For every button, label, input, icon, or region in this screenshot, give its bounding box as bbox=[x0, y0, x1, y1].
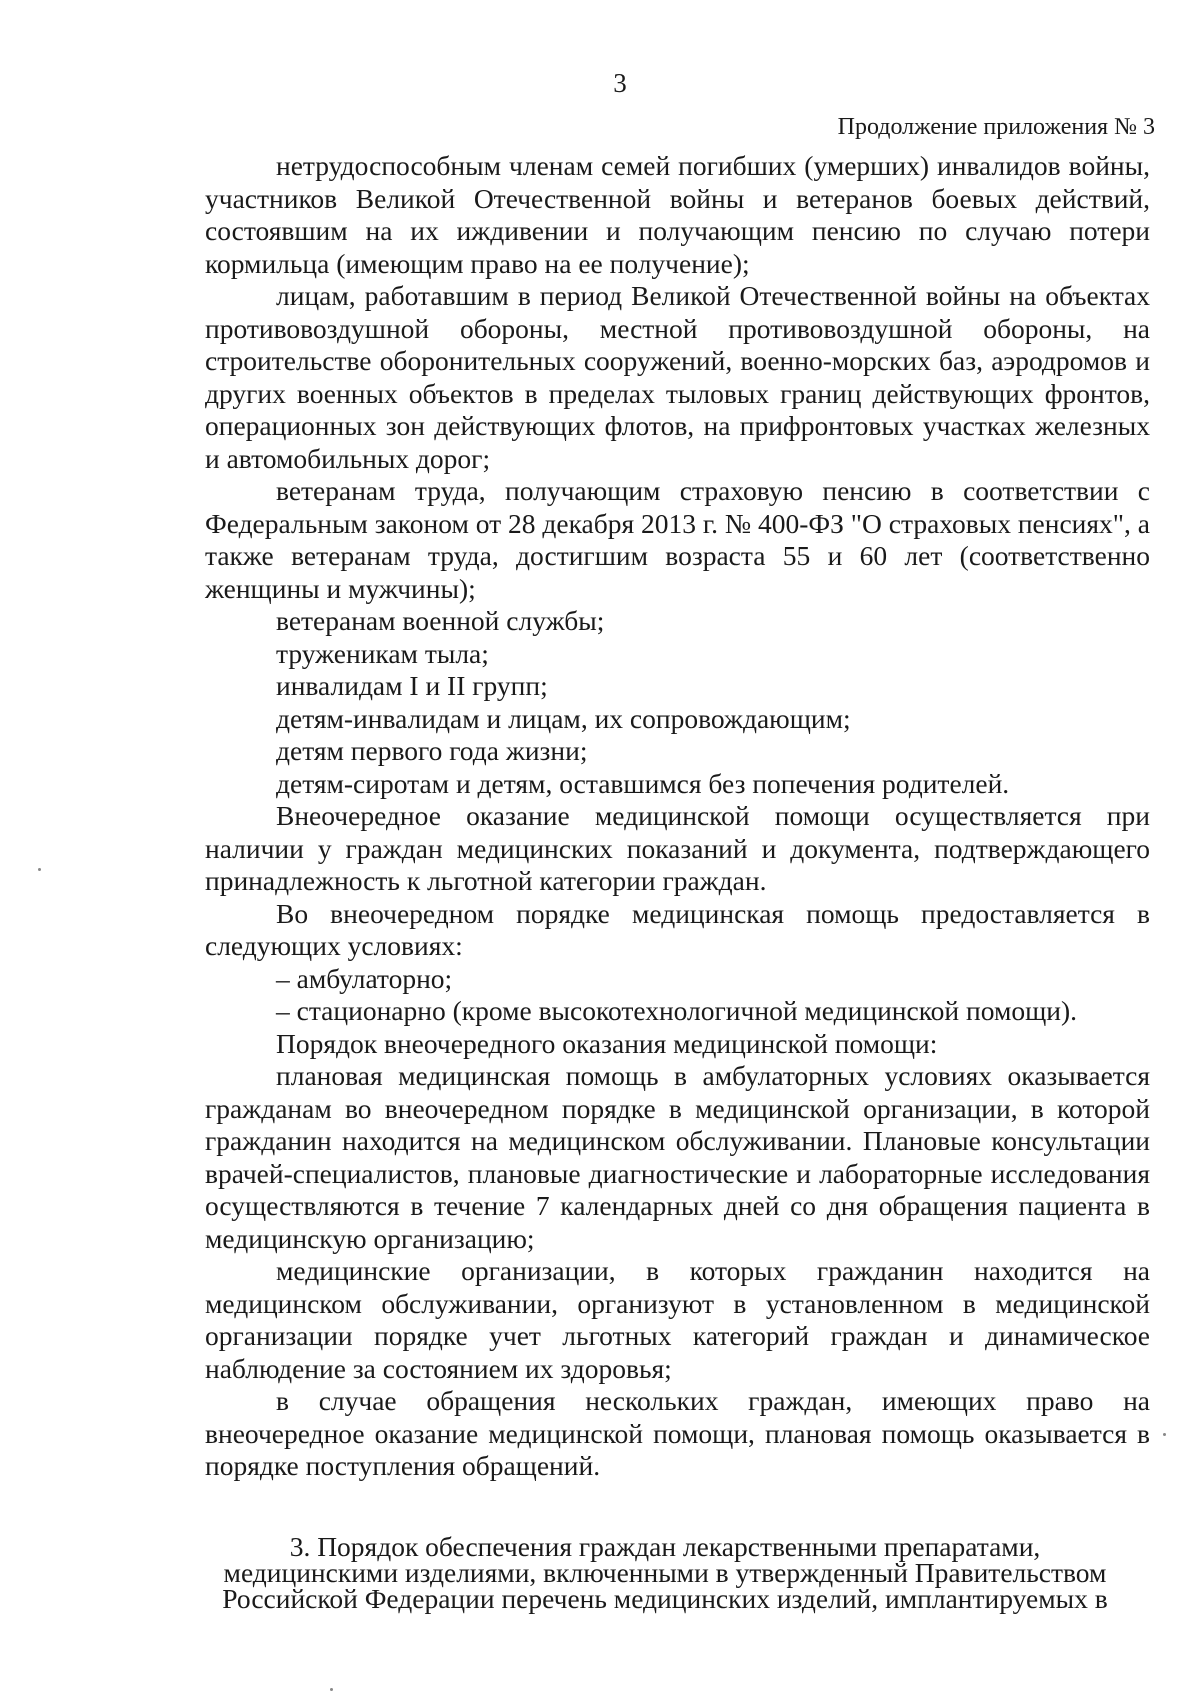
body-text bbox=[205, 150, 1150, 1483]
paragraph-labor-veterans: ветеранам труда, получающим страховую пенсию в соответствии с Федеральным законом от 28 декабря 2013 г. № 400-ФЗ "О страховых пенсиях", а также ветеранам труда, достигшим возраста 55 и 60 лет (соответственно женщины и мужчины); bbox=[205, 475, 1150, 604]
paragraph-dependents: нетрудоспособным членам семей погибших (умерших) инвалидов войны, участников Великой Отечественной войны и ветеранов боевых действий, состоявшим на их иждивении и получающим пенсию по случаю потери кормильца (имеющим право на ее получение); bbox=[205, 150, 1150, 279]
list-item-military-veterans: ветеранам военной службы; bbox=[276, 605, 605, 636]
list-item-inpatient: – стационарно (кроме высокотехнологичной медицинской помощи). bbox=[276, 995, 1078, 1026]
paragraph-registry-of-beneficiaries: медицинские организации, в которых гражданин находится на медицинском обслуживании, организуют в установленном в медицинской организации порядке учет льготных категорий граждан и динамическое наблюдение за состоянием их здоровья; bbox=[205, 1255, 1150, 1384]
section-3-heading bbox=[190, 1531, 1140, 1614]
page-number: 3 bbox=[613, 68, 627, 98]
paragraph-air-defense-workers: лицам, работавшим в период Великой Отечественной войны на объектах противовоздушной обороны, местной противовоздушной обороны, на строительстве оборонительных сооружений, военно-морских баз, аэродромов и других военных объектов в пределах тыловых границ действующих фронтов, операционных зон действующих флотов, на прифронтовых участках железных и автомобильных дорог; bbox=[205, 280, 1150, 474]
list-item-outpatient: – амбулаторно; bbox=[276, 962, 453, 994]
paragraph-priority-settings: Во внеочередном порядке медицинская помощь предоставляется в следующих условиях: bbox=[205, 897, 1150, 961]
list-item-infants: детям первого года жизни; bbox=[276, 735, 588, 766]
section-heading-line: Российской Федерации перечень медицинских изделий, имплантируемых в bbox=[222, 1583, 1108, 1614]
list-item-disabled-children: детям-инвалидам и лицам, их сопровождающим; bbox=[276, 702, 851, 734]
scan-speck bbox=[38, 868, 41, 871]
paragraph-order-of-requests: в случае обращения нескольких граждан, имеющих право на внеочередное оказание медицинской помощи, плановая помощь оказывается в порядке поступления обращений. bbox=[205, 1385, 1150, 1481]
paragraph-planned-outpatient-care: плановая медицинская помощь в амбулаторных условиях оказывается гражданам во внеочередном порядке в медицинской организации, в которой гражданин находится на медицинском обслуживании. Плановые консультации врачей-специалистов, плановые диагностические и лабораторные исследования осуществляются в течение 7 календарных дней со дня обращения пациента в медицинскую организацию; bbox=[205, 1060, 1150, 1254]
section-heading-line: медицинскими изделиями, включенными в утвержденный Правительством bbox=[223, 1557, 1107, 1588]
paragraph-procedure-intro: Порядок внеочередного оказания медицинской помощи: bbox=[276, 1027, 938, 1059]
section-heading-line: 3. Порядок обеспечения граждан лекарственными препаратами, bbox=[289, 1531, 1041, 1562]
scan-speck bbox=[1163, 1433, 1166, 1436]
appendix-continuation-header: Продолжение приложения № 3 bbox=[837, 114, 1155, 140]
list-item-disabled-groups: инвалидам I и II групп; bbox=[276, 670, 548, 701]
list-item-home-front-workers: труженикам тыла; bbox=[276, 637, 489, 669]
paragraph-priority-conditions: Внеочередное оказание медицинской помощи осуществляется при наличии у граждан медицинских показаний и документа, подтверждающего принадлежность к льготной категории граждан. bbox=[205, 800, 1150, 896]
list-item-orphans: детям-сиротам и детям, оставшимся без попечения родителей. bbox=[276, 767, 1010, 799]
scan-speck bbox=[330, 1688, 333, 1691]
